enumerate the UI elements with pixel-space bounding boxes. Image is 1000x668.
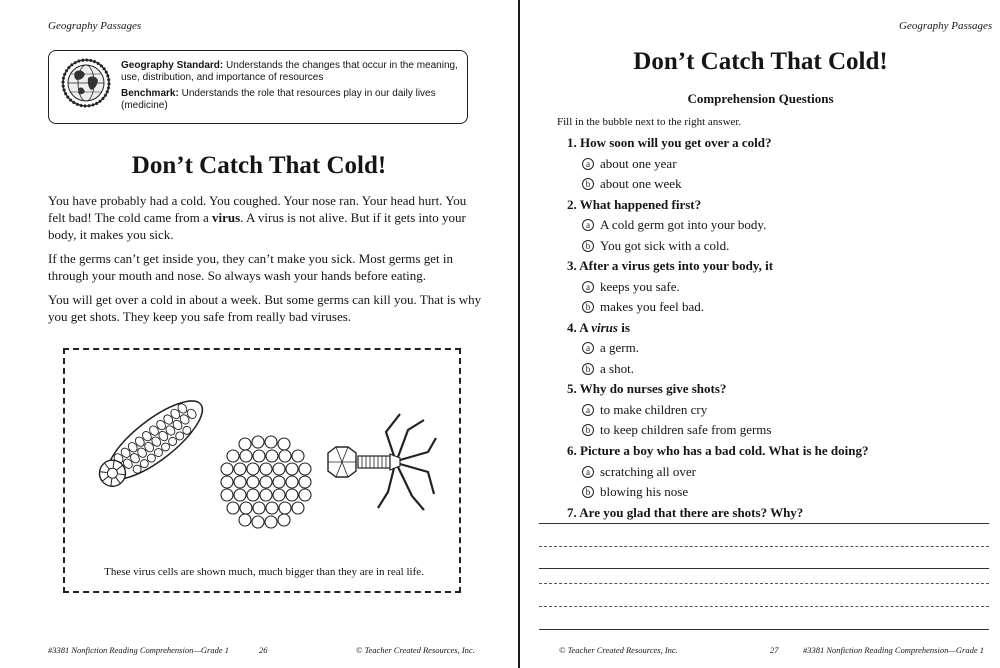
standard-label: Geography Standard:: [121, 60, 224, 71]
standard-description: Understands the changes that occur in the meaning, use, distribution, and importance of resources: [121, 60, 458, 83]
footer-book-title: #3381 Nonfiction Reading Comprehension—Grade 1: [803, 645, 985, 655]
sphere-virus-drawing: [221, 436, 311, 528]
option-3b[interactable]: b makes you feel bad.: [582, 299, 704, 315]
footer-book-title: #3381 Nonfiction Reading Comprehension—Grade 1: [48, 645, 230, 655]
option-4a[interactable]: a a germ.: [582, 340, 639, 356]
option-2b[interactable]: b You got sick with a cold.: [582, 238, 729, 254]
footer-publisher: © Teacher Created Resources, Inc.: [356, 645, 475, 655]
answer-bubble[interactable]: a: [582, 466, 594, 478]
standard-box: [48, 50, 468, 124]
answer-bubble[interactable]: a: [582, 281, 594, 293]
footer-publisher: © Teacher Created Resources, Inc.: [559, 645, 678, 655]
question-3: 3. After a virus gets into your body, it: [567, 258, 774, 273]
benchmark-label: Benchmark:: [121, 88, 179, 99]
answer-bubble[interactable]: b: [582, 486, 594, 498]
benchmark-description: Understands the role that resources play in our daily lives (medicine): [121, 88, 436, 111]
answer-bubble[interactable]: b: [582, 363, 594, 375]
right-page: [521, 0, 1000, 668]
option-4b[interactable]: b a shot.: [582, 361, 634, 377]
option-6b[interactable]: b blowing his nose: [582, 484, 688, 500]
illustration-caption: These virus cells are shown much, much bigger than they are in real life.: [104, 566, 424, 578]
running-head: Geography Passages: [48, 20, 142, 32]
answer-bubble[interactable]: a: [582, 404, 594, 416]
answer-guide-line: [539, 606, 989, 607]
standard-text: [121, 60, 461, 116]
answer-bubble[interactable]: a: [582, 158, 594, 170]
passage-paragraph-2: If the germs can’t get inside you, they can’t make you sick. Most germs get in through your mouth and nose. So always wash your hands before eating.: [48, 251, 453, 283]
answer-line[interactable]: [539, 568, 989, 569]
option-2a[interactable]: a A cold germ got into your body.: [582, 217, 766, 233]
answer-bubble[interactable]: b: [582, 301, 594, 313]
vocab-virus: virus: [212, 210, 241, 225]
phage-virus-drawing: [328, 414, 436, 510]
option-6a[interactable]: a scratching all over: [582, 464, 696, 480]
virus-illustration-frame: [63, 348, 461, 593]
answer-bubble[interactable]: b: [582, 178, 594, 190]
option-3a[interactable]: a keeps you safe.: [582, 279, 680, 295]
answer-bubble[interactable]: a: [582, 219, 594, 231]
page-number: 26: [259, 645, 268, 655]
option-5a[interactable]: a to make children cry: [582, 402, 707, 418]
question-6: 6. Picture a boy who has a bad cold. What is he doing?: [567, 443, 869, 458]
question-1: 1. How soon will you get over a cold?: [567, 135, 772, 150]
worksheet-instructions: Fill in the bubble next to the right answer.: [557, 116, 742, 128]
passage-title: Don’t Catch That Cold!: [131, 152, 387, 179]
question-2: 2. What happened first?: [567, 197, 702, 212]
page-number: 27: [770, 645, 779, 655]
answer-guide-line: [539, 546, 989, 547]
option-5b[interactable]: b to keep children safe from germs: [582, 422, 771, 438]
answer-bubble[interactable]: a: [582, 342, 594, 354]
answer-bubble[interactable]: b: [582, 240, 594, 252]
option-1b[interactable]: b about one week: [582, 176, 682, 192]
question-7: 7. Are you glad that there are shots? Why?: [567, 505, 804, 520]
answer-line[interactable]: [539, 523, 989, 524]
answer-guide-line: [539, 583, 989, 584]
rod-virus-drawing: [90, 389, 213, 497]
worksheet-title: Don’t Catch That Cold!: [633, 48, 888, 75]
passage-paragraph-1: You have probably had a cold. You coughed. Your nose ran. Your head hurt. You felt bad! The cold came from a virus. A virus is not alive. But if it gets into your body, it makes you sick.: [48, 193, 467, 242]
virus-cells-illustration: [85, 370, 445, 560]
answer-line[interactable]: [539, 629, 989, 630]
passage-paragraph-3: You will get over a cold in about a week. But some germs can kill you. That is why you get shots. They keep you safe from really bad viruses.: [48, 292, 482, 324]
globe-icon: [61, 58, 111, 108]
worksheet-subhead: Comprehension Questions: [687, 91, 834, 106]
question-5: 5. Why do nurses give shots?: [567, 381, 727, 396]
running-head: Geography Passages: [899, 20, 993, 32]
option-1a[interactable]: a about one year: [582, 156, 677, 172]
question-4: 4. A virus is: [567, 320, 630, 335]
answer-bubble[interactable]: b: [582, 424, 594, 436]
